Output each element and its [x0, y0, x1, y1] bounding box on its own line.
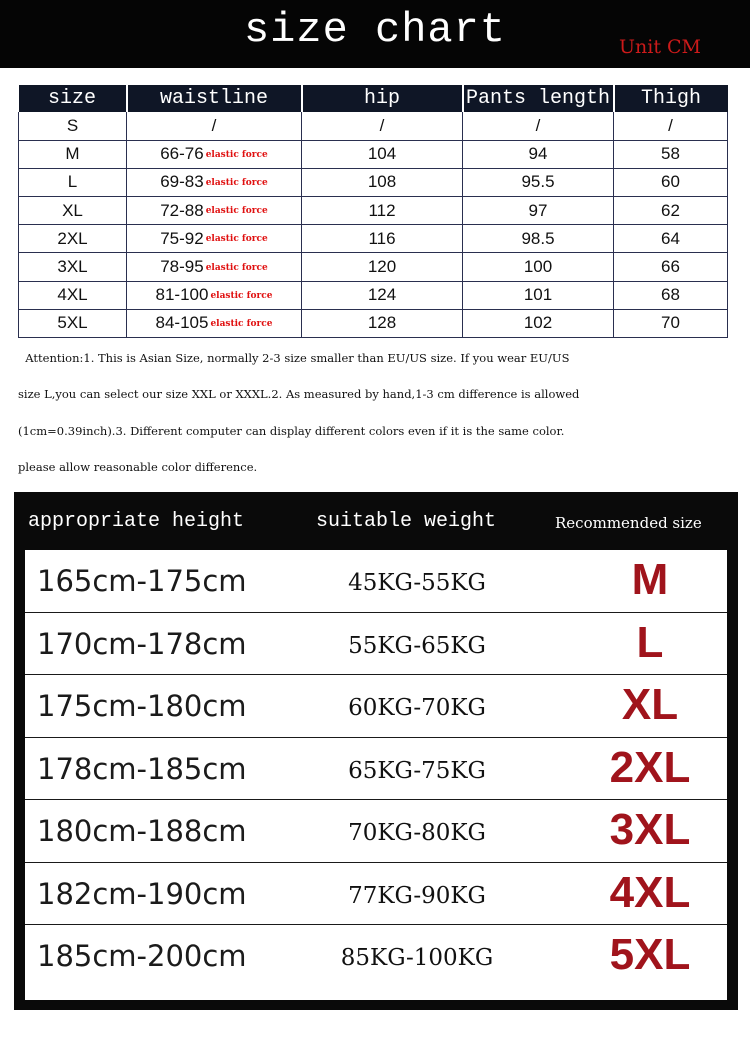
elastic-note: elastic force [210, 318, 273, 329]
thigh-cell: 64 [614, 225, 728, 253]
weight-range: 65KG-75KG [348, 757, 486, 784]
recommended-size: 4XL [609, 867, 691, 917]
recommended-size: M [631, 555, 669, 604]
length-cell: 101 [463, 281, 614, 309]
waist-cell [127, 253, 302, 281]
size-cell: 2XL [19, 225, 127, 253]
table-row [19, 281, 728, 309]
waist-cell [127, 112, 302, 140]
waist-value: 75-92 [160, 228, 204, 248]
hip-cell: 128 [302, 309, 463, 337]
waist-value: / [211, 115, 217, 135]
weight-range: 45KG-55KG [348, 570, 486, 596]
unit-label: Unit CM [619, 36, 701, 58]
recommend-header [14, 492, 738, 550]
waist-value: 72-88 [160, 200, 204, 220]
waist-cell [127, 225, 302, 253]
table-row [19, 253, 728, 281]
length-cell: 94 [463, 140, 614, 168]
waist-cell [127, 168, 302, 196]
hip-cell: / [302, 112, 463, 140]
table-row [19, 309, 728, 337]
size-table [18, 85, 728, 338]
attention-line: please allow reasonable color difference. [18, 460, 258, 475]
size-cell: 3XL [19, 253, 127, 281]
waist-cell [127, 309, 302, 337]
height-range: 175cm-180cm [37, 689, 247, 723]
column-header-height: appropriate height [28, 510, 245, 533]
elastic-note: elastic force [205, 234, 268, 245]
list-item [25, 925, 727, 988]
height-range: 180cm-188cm [37, 814, 247, 848]
size-cell: 5XL [19, 309, 127, 337]
waist-cell [127, 140, 302, 168]
elastic-note: elastic force [210, 290, 273, 301]
weight-range: 77KG-90KG [348, 882, 486, 909]
size-cell: L [19, 168, 127, 196]
size-table-header [19, 85, 728, 112]
attention-notes [18, 344, 738, 490]
weight-range: 70KG-80KG [348, 820, 486, 846]
waist-value: 84-105 [155, 313, 209, 333]
height-range: 182cm-190cm [37, 876, 247, 911]
table-row [19, 168, 728, 196]
hip-cell: 104 [302, 140, 463, 168]
waist-value: 66-76 [160, 144, 204, 164]
size-cell: M [19, 140, 127, 168]
waist-value: 69-83 [160, 172, 204, 192]
list-item [25, 800, 727, 863]
size-cell: S [19, 112, 127, 140]
waist-cell [127, 197, 302, 225]
elastic-note: elastic force [205, 206, 268, 217]
column-header-thigh: Thigh [614, 85, 728, 112]
size-cell: XL [19, 197, 127, 225]
recommended-size: XL [621, 680, 679, 729]
thigh-cell: 66 [614, 253, 728, 281]
table-row [19, 225, 728, 253]
thigh-cell: 68 [614, 281, 728, 309]
length-cell: 95.5 [463, 168, 614, 196]
length-cell: 100 [463, 253, 614, 281]
waist-value: 81-100 [155, 285, 209, 305]
list-item [25, 550, 727, 613]
column-header-hip: hip [302, 85, 463, 112]
column-header-size: size [19, 85, 127, 112]
table-row [19, 197, 728, 225]
height-range: 170cm-178cm [37, 626, 247, 661]
column-header-recommended-size: Recommended size [555, 514, 702, 532]
column-header-pants-length: Pants length [463, 85, 614, 112]
attention-line: (1cm=0.39inch).3. Different computer can display different colors even if it is the same color. [18, 423, 565, 438]
length-cell: / [463, 112, 614, 140]
length-cell: 102 [463, 309, 614, 337]
thigh-cell: / [614, 112, 728, 140]
list-item [25, 738, 727, 801]
recommend-panel [14, 492, 738, 1010]
elastic-note: elastic force [205, 149, 268, 160]
thigh-cell: 62 [614, 197, 728, 225]
header-banner [0, 0, 750, 68]
elastic-note: elastic force [205, 262, 268, 273]
hip-cell: 120 [302, 253, 463, 281]
attention-line: Attention:1. This is Asian Size, normally 2-3 size smaller than EU/US size. If you wear EU/US [18, 351, 570, 365]
list-item [25, 863, 727, 926]
recommended-size: 3XL [609, 805, 691, 854]
list-item [25, 675, 727, 738]
length-cell: 97 [463, 197, 614, 225]
weight-range: 60KG-70KG [348, 695, 486, 721]
recommended-size: 2XL [609, 742, 691, 792]
recommended-size: 5XL [609, 930, 691, 979]
thigh-cell: 58 [614, 140, 728, 168]
column-header-waistline: waistline [127, 85, 302, 112]
recommended-size: L [636, 617, 664, 667]
size-cell: 4XL [19, 281, 127, 309]
height-range: 185cm-200cm [37, 939, 247, 973]
hip-cell: 108 [302, 168, 463, 196]
table-row [19, 140, 728, 168]
weight-range: 85KG-100KG [340, 945, 494, 971]
thigh-cell: 60 [614, 168, 728, 196]
waist-value: 78-95 [160, 257, 204, 277]
recommend-list [25, 550, 727, 1000]
waist-cell [127, 281, 302, 309]
column-header-weight: suitable weight [316, 510, 497, 533]
attention-line: size L,you can select our size XXL or XXXL.2. As measured by hand,1-3 cm difference is allowed [18, 387, 580, 402]
length-cell: 98.5 [463, 225, 614, 253]
hip-cell: 116 [302, 225, 463, 253]
list-item [25, 613, 727, 676]
hip-cell: 112 [302, 197, 463, 225]
page-title: size chart [243, 6, 507, 54]
height-range: 165cm-175cm [37, 564, 247, 598]
elastic-note: elastic force [205, 177, 268, 188]
hip-cell: 124 [302, 281, 463, 309]
table-row [19, 112, 728, 140]
height-range: 178cm-185cm [37, 751, 247, 786]
thigh-cell: 70 [614, 309, 728, 337]
weight-range: 55KG-65KG [348, 632, 486, 659]
